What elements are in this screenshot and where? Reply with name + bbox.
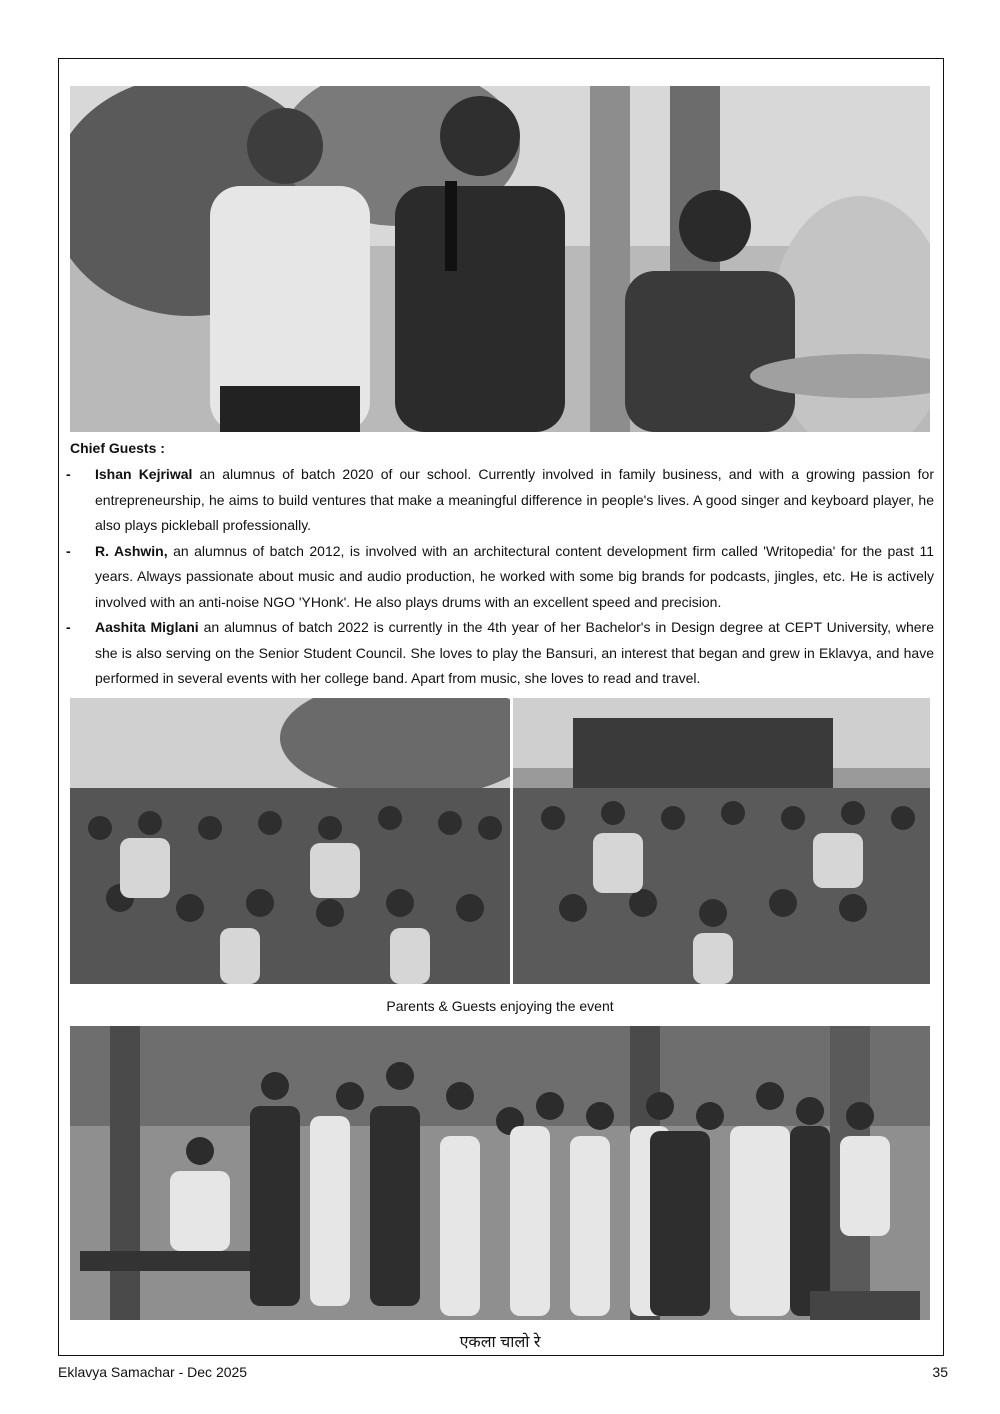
guest-name: R. Ashwin,: [95, 542, 168, 559]
guest-item: [64, 615, 934, 692]
guest-item: [64, 539, 934, 616]
guest-item: [64, 462, 934, 539]
choir-photo: [70, 1026, 930, 1320]
guest-name: Ishan Kejriwal: [95, 466, 193, 482]
bullet-dash: -: [66, 466, 71, 482]
chief-guests-list: [64, 462, 934, 692]
audience-photo-right: [513, 698, 930, 984]
footer-page-number: 35: [932, 1364, 948, 1380]
footer-publication: Eklavya Samachar - Dec 2025: [58, 1364, 248, 1380]
bullet-dash: -: [66, 542, 71, 559]
guest-bio: an alumnus of batch 2020 of our school. Currently involved in family business, and with a growing passion for entrepreneurship, he aims to build ventures that make a meaningful difference in people's lives. A good singer and keyboard player, he also plays pickleball professionally.: [95, 466, 934, 533]
audience-photo-left: [70, 698, 510, 984]
bullet-dash: -: [66, 619, 71, 635]
chief-guests-photo: [70, 86, 930, 432]
choir-caption: एकला चालो रे: [459, 1334, 541, 1351]
guest-bio: an alumnus of batch 2022 is currently in the 4th year of her Bachelor's in Design degree at CEPT University, where she is also serving on the Senior Student Council. She loves to play the Bansuri, an interest that began and grew in Eklavya, and have performed in several events with her college band. Apart from music, she loves to read and travel.: [95, 619, 934, 686]
guest-bio: an alumnus of batch 2012, is involved with an architectural content development firm called 'Writopedia' for the past 11 years. Always passionate about music and audio production, he worked with some big brands for podcasts, jingles, etc. He is actively involved with an anti-noise NGO 'YHonk'. He also plays drums with an excellent speed and precision.: [95, 542, 934, 610]
audience-caption: Parents & Guests enjoying the event: [386, 998, 614, 1014]
guest-name: Aashita Miglani: [95, 619, 199, 635]
chief-guests-heading: Chief Guests :: [70, 440, 165, 456]
